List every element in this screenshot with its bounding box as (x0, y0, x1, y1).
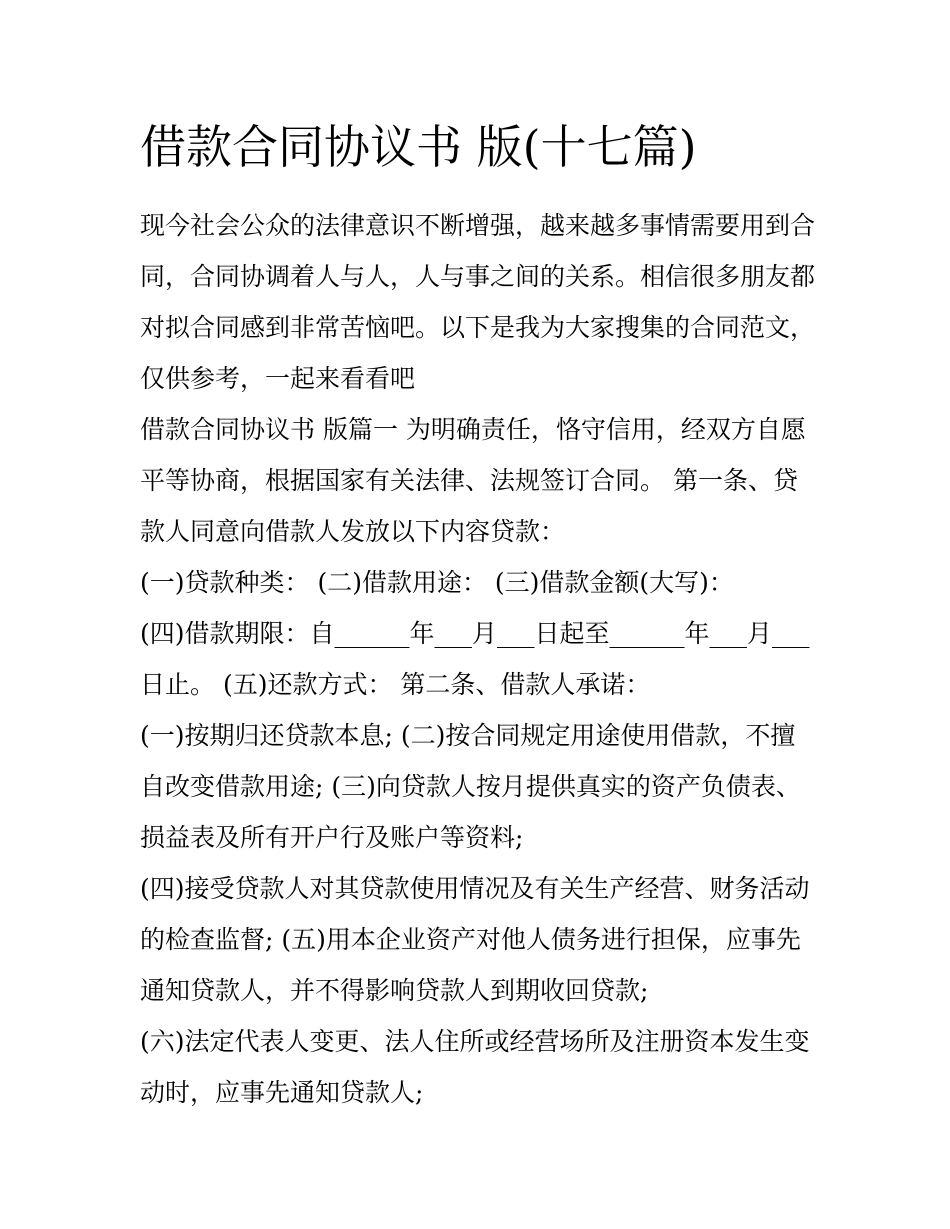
body-line: 动时，应事先通知贷款人; (140, 1078, 424, 1107)
body-line: 平等协商，根据国家有关法律、法规签订合同。 第一条、贷 (140, 466, 798, 495)
body-line: 损益表及所有开户行及账户等资料; (140, 823, 524, 852)
body-line: 仅供参考，一起来看看吧 (140, 364, 416, 393)
body-line: 借款合同协议书 版篇一 为明确责任，恪守信用，经双方自愿 (140, 415, 806, 444)
body-line: 现今社会公众的法律意识不断增强，越来越多事情需要用到合 (140, 211, 816, 240)
body-line: 同，合同协调着人与人，人与事之间的关系。相信很多朋友都 (140, 262, 816, 291)
body-line: (四)接受贷款人对其贷款使用情况及有关生产经营、财务活动 (140, 874, 810, 903)
body-line: (六)法定代表人变更、法人住所或经营场所及注册资本发生变 (140, 1027, 810, 1056)
body-line: 对拟合同感到非常苦恼吧。以下是我为大家搜集的合同范文， (140, 313, 816, 342)
body-line: 通知贷款人，并不得影响贷款人到期收回贷款; (140, 976, 649, 1005)
body-line: 自改变借款用途; (三)向贷款人按月提供真实的资产负债表、 (140, 772, 801, 801)
body-line: 日止。 (五)还款方式： 第二条、借款人承诺： (140, 670, 651, 699)
body-line: (四)借款期限：自______年___月___日起至______年___月___ (140, 619, 810, 648)
document-body (140, 200, 820, 1118)
document-title: 借款合同协议书 版(十七篇) (140, 120, 697, 174)
body-line: 款人同意向借款人发放以下内容贷款： (140, 517, 566, 546)
body-line: (一)按期归还贷款本息; (二)按合同规定用途使用借款，不擅 (140, 721, 796, 750)
body-line: (一)贷款种类： (二)借款用途： (三)借款金额(大写)： (140, 568, 734, 597)
body-line: 的检查监督; (五)用本企业资产对他人债务进行担保，应事先 (140, 925, 801, 954)
